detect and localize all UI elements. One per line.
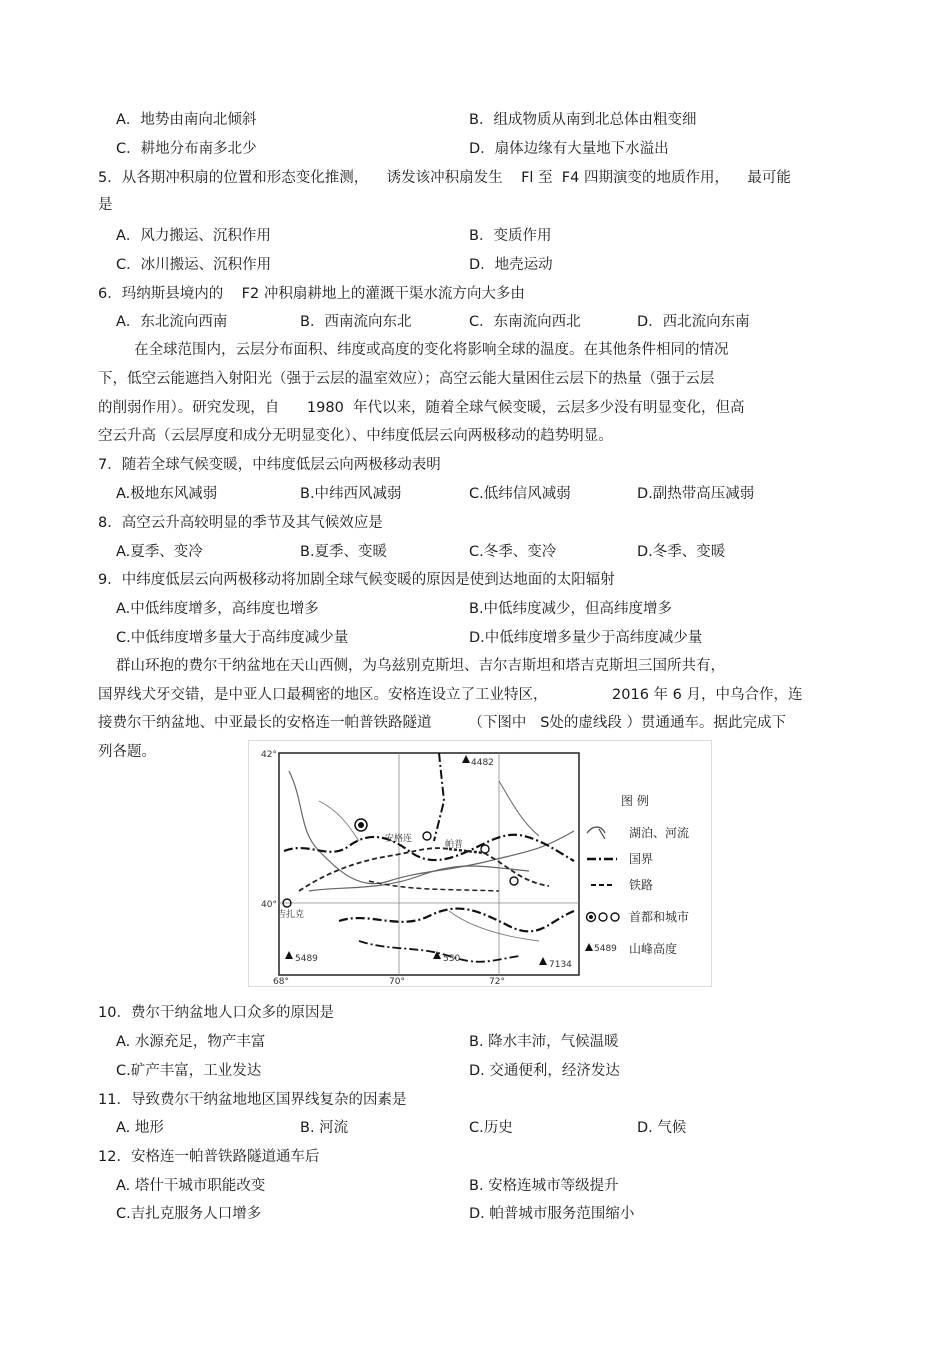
q11-option-a: A. 地形 bbox=[116, 1120, 164, 1136]
peak-label-top: 4482 bbox=[471, 758, 494, 768]
legend-peak: 山峰高度 bbox=[629, 942, 678, 956]
peak-label-1: 5489 bbox=[295, 954, 318, 964]
q7-option-d: D.副热带高压减弱 bbox=[637, 486, 755, 502]
city-label-pap: 帕普 bbox=[445, 840, 464, 850]
q10-stem: 10．费尔干纳盆地人口众多的原因是 bbox=[98, 1005, 334, 1021]
q9-option-b: B.中低纬度减少，但高纬度增多 bbox=[469, 601, 673, 617]
river-line bbox=[289, 771, 574, 884]
legend-lake-river: 湖泊、河流 bbox=[629, 826, 690, 840]
q8-option-c: C.冬季、变冷 bbox=[469, 544, 557, 560]
peak-symbol bbox=[462, 755, 470, 763]
passage1-line2: 下，低空云能遮挡入射阳光（强于云层的温室效应）；高空云能大量困住云层下的热量（强于云层 bbox=[98, 371, 715, 387]
q6-option-d: D．西北流向东南 bbox=[637, 314, 750, 330]
q4-option-c: C．耕地分布南多北少 bbox=[116, 141, 257, 157]
lon-label-2: 70° bbox=[389, 977, 405, 986]
legend-peak-sample: 5489 bbox=[594, 944, 617, 954]
q10-option-a: A. 水源充足，物产丰富 bbox=[116, 1034, 266, 1050]
passage1-line3: 的削弱作用）。研究发现，自 1980 年代以来，随着全球气候变暖，云层多少没有明显变化，但高 bbox=[98, 400, 745, 416]
peak-label-3: 7134 bbox=[549, 960, 572, 970]
river-line bbox=[319, 801, 359, 841]
legend-capital-city: 首都和城市 bbox=[629, 910, 690, 924]
q5-option-d: D．地壳运动 bbox=[469, 257, 553, 273]
peak-symbol bbox=[539, 957, 547, 965]
q11-option-d: D. 气候 bbox=[637, 1120, 687, 1136]
q6-option-c: C．东南流向西北 bbox=[469, 314, 581, 330]
q11-option-c: C.历史 bbox=[469, 1120, 513, 1136]
q9-option-a: A.中低纬度增多，高纬度也增多 bbox=[116, 601, 319, 617]
q5-stem-line1: 5．从各期冲积扇的位置和形态变化推测， 诱发该冲积扇发生 Fl 至 F4 四期演变的地质作用， 最可能 bbox=[98, 170, 791, 186]
legend-title: 图 例 bbox=[621, 794, 649, 808]
peak-symbol bbox=[285, 951, 293, 959]
q9-option-c: C.中低纬度增多量大于高纬度减少量 bbox=[116, 630, 349, 646]
city-symbol bbox=[481, 845, 489, 853]
lon-label-1: 68° bbox=[273, 977, 289, 986]
q4-option-b: B．组成物质从南到北总体由粗变细 bbox=[469, 112, 697, 128]
lon-label-3: 72° bbox=[489, 977, 505, 986]
city-symbol bbox=[510, 877, 518, 885]
q9-option-d: D.中低纬度增多量少于高纬度减少量 bbox=[469, 630, 703, 646]
q7-stem: 7．随若全球气候变暖，中纬度低层云向两极移动表明 bbox=[98, 457, 441, 473]
city-label-angren: 安格连 bbox=[385, 834, 413, 844]
legend-city-symbol bbox=[611, 913, 619, 921]
river-line bbox=[499, 781, 539, 836]
q6-option-a: A．东北流向西南 bbox=[116, 314, 228, 330]
lat-label-top: 42° bbox=[261, 750, 277, 760]
passage2-line2: 国界线犬牙交错，是中亚人口最稠密的地区。安格连设立了工业特区， 2016 年 6 月，中乌合作，连 bbox=[98, 687, 803, 703]
q5-stem-line2: 是 bbox=[98, 197, 113, 213]
river-line bbox=[309, 866, 529, 891]
lat-label-mid: 40° bbox=[261, 900, 277, 910]
q8-option-b: B.夏季、变暖 bbox=[300, 544, 388, 560]
passage2-line1: 群山环抱的费尔干纳盆地在天山西侧，为乌兹别克斯坦、吉尔吉斯坦和塔吉克斯坦三国所共有， bbox=[116, 658, 725, 674]
q12-option-a: A. 塔什干城市职能改变 bbox=[116, 1178, 266, 1194]
q5-option-a: A．风力搬运、沉积作用 bbox=[116, 228, 271, 244]
legend-peak-symbol bbox=[585, 943, 593, 951]
q6-option-b: B．西南流向东北 bbox=[300, 314, 412, 330]
legend-city-symbol bbox=[599, 913, 607, 921]
passage2-line4: 列各题。 bbox=[98, 744, 156, 760]
passage1-line4: 空云升高（云层厚度和成分无明显变化）、中纬度低层云向两极移动的趋势明显。 bbox=[98, 428, 613, 444]
border-line bbox=[434, 753, 444, 841]
q12-option-d: D. 帕普城市服务范围缩小 bbox=[469, 1206, 635, 1222]
passage2-line3: 接费尔干纳盆地、中亚最长的安格连一帕普铁路隧道 （下图中 S处的虚线段 ）贯通通车。据此完成下 bbox=[98, 715, 787, 731]
q7-option-b: B.中纬西风减弱 bbox=[300, 486, 402, 502]
q8-option-d: D.冬季、变暖 bbox=[637, 544, 726, 560]
q12-option-c: C.吉扎克服务人口增多 bbox=[116, 1206, 262, 1222]
q6-stem: 6．玛纳斯县境内的 F2 冲积扇耕地上的灌溉干渠水流方向大多由 bbox=[98, 286, 525, 302]
legend-border: 国界 bbox=[629, 852, 654, 866]
map-drawing bbox=[249, 741, 711, 986]
q5-option-b: B．变质作用 bbox=[469, 228, 552, 244]
fergana-basin-map bbox=[248, 740, 712, 987]
railway-line bbox=[369, 881, 499, 891]
peak-label-2: 530 bbox=[443, 954, 461, 964]
q5-option-c: C．冰川搬运、沉积作用 bbox=[116, 257, 272, 273]
q7-option-a: A.极地东风减弱 bbox=[116, 486, 218, 502]
river-line bbox=[449, 911, 539, 941]
border-line bbox=[339, 909, 574, 932]
railway-line bbox=[299, 848, 449, 891]
q8-option-a: A.夏季、变冷 bbox=[116, 544, 203, 560]
q10-option-b: B. 降水丰沛，气候温暖 bbox=[469, 1034, 619, 1050]
q10-option-c: C.矿产丰富，工业发达 bbox=[116, 1063, 262, 1079]
q12-stem: 12．安格连一帕普铁路隧道通车后 bbox=[98, 1149, 320, 1165]
q12-option-b: B. 安格连城市等级提升 bbox=[469, 1178, 619, 1194]
legend-railway: 铁路 bbox=[629, 878, 654, 892]
capital-city-symbol bbox=[358, 822, 364, 828]
q11-stem: 11．导致费尔干纳盆地地区国界线复杂的因素是 bbox=[98, 1092, 407, 1108]
q9-stem: 9．中纬度低层云向两极移动将加剧全球气候变暖的原因是使到达地面的太阳辐射 bbox=[98, 572, 615, 588]
legend-lake-river-symbol bbox=[587, 827, 605, 839]
q8-stem: 8．高空云升高较明显的季节及其气候效应是 bbox=[98, 515, 383, 531]
city-symbol bbox=[423, 832, 431, 840]
q10-option-d: D. 交通便利，经济发达 bbox=[469, 1063, 620, 1079]
q7-option-c: C.低纬信风减弱 bbox=[469, 486, 571, 502]
q4-option-a: A．地势由南向北倾斜 bbox=[116, 112, 257, 128]
q4-option-d: D．扇体边缘有大量地下水溢出 bbox=[469, 141, 669, 157]
q11-option-b: B. 河流 bbox=[300, 1120, 349, 1136]
map-frame bbox=[279, 753, 579, 975]
passage1-line1: 在全球范围内，云层分布面积、纬度或高度的变化将影响全球的温度。在其他条件相同的情况 bbox=[134, 342, 729, 358]
legend-capital-symbol bbox=[589, 915, 593, 919]
city-label-jizzakh: 吉扎克 bbox=[277, 910, 305, 920]
